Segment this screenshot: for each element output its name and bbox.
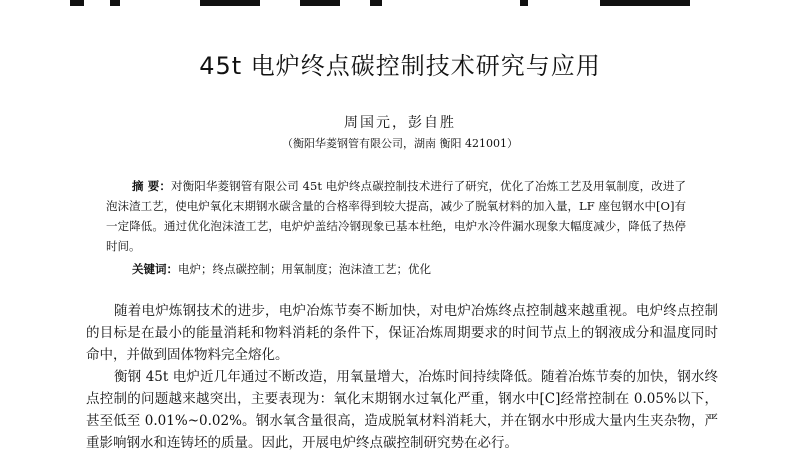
paper-title: 45t 电炉终点碳控制技术研究与应用 — [199, 52, 601, 80]
keywords-label: 关键词： — [132, 262, 178, 276]
affiliation: （衡阳华菱钢管有限公司，湖南 衡阳 421001） — [282, 137, 518, 150]
keywords-text: 电炉；终点碳控制；用氧制度；泡沫渣工艺；优化 — [178, 262, 431, 276]
scan-top-edge — [0, 0, 800, 8]
abstract-label: 摘 要： — [132, 179, 172, 193]
abstract-text: 对衡阳华菱钢管有限公司 45t 电炉终点碳控制技术进行了研究，优化了冶炼工艺及用氧制度，改进了泡沫渣工艺，使电炉氧化末期钢水碳含量的合格率得到较大提高，减少了脱氧材料的加入量，LF 座包钢水中[O]有一定降低。通过优化泡沫渣工艺，电炉炉盖结冷钢现象已基本杜绝，电炉水冷件漏水现象大幅度减少，降低了热停时间。 — [106, 179, 686, 253]
authors: 周国元，彭自胜 — [344, 115, 456, 131]
abstract — [106, 176, 686, 256]
body-paragraph: 衡钢 45t 电炉近几年通过不断改造，用氧量增大，冶炼时间持续降低。随着冶炼节奏的加快，钢水终点控制的问题越来越突出，主要表现为：氧化末期钢水过氧化严重，钢水中[C]经常控制在 0.05%以下，甚至低至 0.01%~0.02%。钢水氧含量很高，造成脱氧材料消耗大，并在钢水中形成大量内生夹杂物，严重影响钢水和连铸坯的质量。因此，开展电炉终点碳控制研究势在必行。 — [86, 369, 718, 451]
keywords — [132, 261, 431, 277]
body-paragraph: 随着电炉炼钢技术的进步，电炉冶炼节奏不断加快，对电炉冶炼终点控制越来越重视。电炉终点控制的目标是在最小的能量消耗和物料消耗的条件下，保证冶炼周期要求的时间节点上的钢液成分和温度同时命中，并做到固体物料完全熔化。 — [86, 303, 718, 363]
body-text — [86, 300, 718, 454]
